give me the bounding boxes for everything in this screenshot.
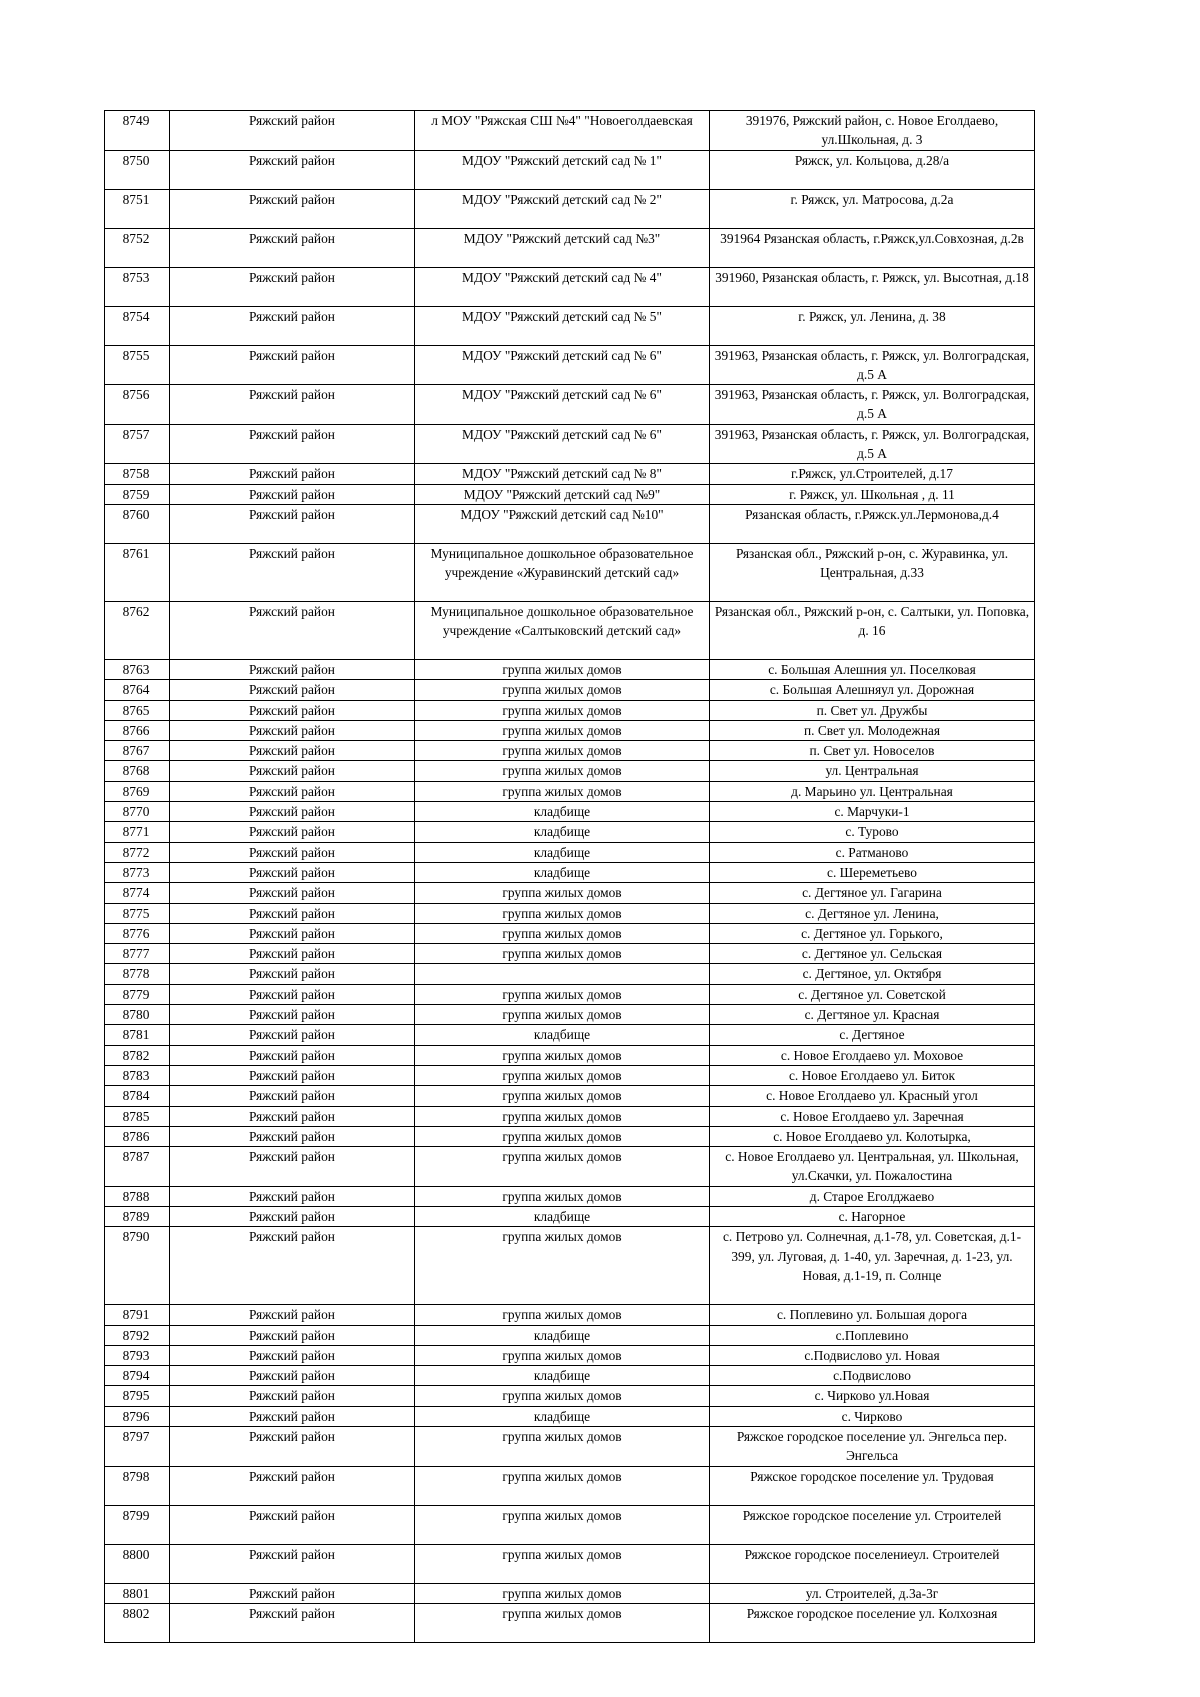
row-district: Ряжский район — [170, 1206, 415, 1226]
table-row — [105, 464, 1035, 484]
row-address: ул. Строителей, д.3а-3г — [710, 1583, 1035, 1603]
row-number: 8763 — [105, 659, 170, 679]
row-object: группа жилых домов — [415, 1345, 710, 1365]
row-number: 8774 — [105, 883, 170, 903]
row-address: 391963, Рязанская область, г. Ряжск, ул. Волгоградская, д.5 А — [710, 424, 1035, 464]
row-number: 8795 — [105, 1386, 170, 1406]
row-number: 8776 — [105, 923, 170, 943]
row-address: п. Свет ул. Молодежная — [710, 720, 1035, 740]
row-object: группа жилых домов — [415, 984, 710, 1004]
row-district: Ряжский район — [170, 964, 415, 984]
row-number: 8793 — [105, 1345, 170, 1365]
row-object: группа жилых домов — [415, 1386, 710, 1406]
row-number: 8775 — [105, 903, 170, 923]
row-object: группа жилых домов — [415, 741, 710, 761]
row-district: Ряжский район — [170, 189, 415, 228]
row-number: 8754 — [105, 306, 170, 345]
row-object: группа жилых домов — [415, 1505, 710, 1544]
table-row — [105, 1583, 1035, 1603]
row-number: 8782 — [105, 1045, 170, 1065]
row-district: Ряжский район — [170, 741, 415, 761]
row-district: Ряжский район — [170, 1126, 415, 1146]
row-district: Ряжский район — [170, 1147, 415, 1187]
row-number: 8752 — [105, 228, 170, 267]
row-address: с. Марчуки-1 — [710, 802, 1035, 822]
row-number: 8772 — [105, 842, 170, 862]
row-number: 8749 — [105, 111, 170, 151]
row-object: группа жилых домов — [415, 1305, 710, 1325]
row-address: с. Дегтяное ул. Горького, — [710, 923, 1035, 943]
row-object: МДОУ "Ряжский детский сад № 6" — [415, 345, 710, 385]
row-object: кладбище — [415, 802, 710, 822]
row-district: Ряжский район — [170, 720, 415, 740]
row-district: Ряжский район — [170, 1345, 415, 1365]
row-number: 8784 — [105, 1086, 170, 1106]
row-number: 8785 — [105, 1106, 170, 1126]
row-address: с. Дегтяное ул. Красная — [710, 1005, 1035, 1025]
row-district: Ряжский район — [170, 1106, 415, 1126]
row-object: группа жилых домов — [415, 1227, 710, 1305]
row-number: 8799 — [105, 1505, 170, 1544]
row-object: МДОУ "Ряжский детский сад № 6" — [415, 424, 710, 464]
row-object: кладбище — [415, 1025, 710, 1045]
row-district: Ряжский район — [170, 267, 415, 306]
table-row — [105, 601, 1035, 659]
row-address: д. Марьино ул. Центральная — [710, 781, 1035, 801]
row-object: группа жилых домов — [415, 923, 710, 943]
row-address: г. Ряжск, ул. Школьная , д. 11 — [710, 484, 1035, 504]
row-district: Ряжский район — [170, 781, 415, 801]
row-object: группа жилых домов — [415, 700, 710, 720]
row-object: группа жилых домов — [415, 1583, 710, 1603]
table-row — [105, 1325, 1035, 1345]
row-number: 8762 — [105, 601, 170, 659]
row-address: г. Ряжск, ул. Матросова, д.2а — [710, 189, 1035, 228]
table-row — [105, 862, 1035, 882]
row-district: Ряжский район — [170, 345, 415, 385]
table-row — [105, 189, 1035, 228]
row-district: Ряжский район — [170, 903, 415, 923]
row-address: 391976, Ряжский район, с. Новое Еголдаево, ул.Школьная, д. 3 — [710, 111, 1035, 151]
row-object: группа жилых домов — [415, 1466, 710, 1505]
row-district: Ряжский район — [170, 923, 415, 943]
row-number: 8778 — [105, 964, 170, 984]
table-row — [105, 1366, 1035, 1386]
row-number: 8801 — [105, 1583, 170, 1603]
row-district: Ряжский район — [170, 802, 415, 822]
row-district: Ряжский район — [170, 1603, 415, 1642]
row-address: с. Нагорное — [710, 1206, 1035, 1226]
row-address: г.Ряжск, ул.Строителей, д.17 — [710, 464, 1035, 484]
row-number: 8792 — [105, 1325, 170, 1345]
row-object: группа жилых домов — [415, 1147, 710, 1187]
row-object: Муниципальное дошкольное образовательное учреждение «Журавинский детский сад» — [415, 543, 710, 601]
table-row — [105, 1065, 1035, 1085]
row-object: кладбище — [415, 822, 710, 842]
row-number: 8766 — [105, 720, 170, 740]
table-row — [105, 345, 1035, 385]
row-object: кладбище — [415, 1406, 710, 1426]
row-number: 8779 — [105, 984, 170, 1004]
table-row — [105, 504, 1035, 543]
row-address: с. Петрово ул. Солнечная, д.1-78, ул. Советская, д.1-399, ул. Луговая, д. 1-40, ул. Заречная, д. 1-23, ул. Новая, д.1-19, п. Солнце — [710, 1227, 1035, 1305]
row-district: Ряжский район — [170, 1505, 415, 1544]
table-row — [105, 1305, 1035, 1325]
row-number: 8756 — [105, 385, 170, 425]
row-number: 8755 — [105, 345, 170, 385]
row-district: Ряжский район — [170, 1005, 415, 1025]
row-object: группа жилых домов — [415, 680, 710, 700]
row-number: 8796 — [105, 1406, 170, 1426]
row-address: Рязанская обл., Ряжский р-он, с. Салтыки, ул. Поповка, д. 16 — [710, 601, 1035, 659]
row-number: 8767 — [105, 741, 170, 761]
row-object: МДОУ "Ряжский детский сад № 2" — [415, 189, 710, 228]
row-number: 8764 — [105, 680, 170, 700]
row-object: л МОУ "Ряжская СШ №4" "Новоеголдаевская — [415, 111, 710, 151]
row-address: 391963, Рязанская область, г. Ряжск, ул. Волгоградская, д.5 А — [710, 385, 1035, 425]
row-object: МДОУ "Ряжский детский сад № 6" — [415, 385, 710, 425]
row-object: группа жилых домов — [415, 1045, 710, 1065]
row-object: группа жилых домов — [415, 1065, 710, 1085]
row-district: Ряжский район — [170, 862, 415, 882]
table-row — [105, 1206, 1035, 1226]
row-number: 8790 — [105, 1227, 170, 1305]
table-row — [105, 484, 1035, 504]
row-number: 8773 — [105, 862, 170, 882]
row-district: Ряжский район — [170, 424, 415, 464]
row-address: с. Дегтяное — [710, 1025, 1035, 1045]
row-number: 8770 — [105, 802, 170, 822]
row-number: 8802 — [105, 1603, 170, 1642]
row-address: Рязанская область, г.Ряжск.ул.Лермонова,д.4 — [710, 504, 1035, 543]
table-row — [105, 306, 1035, 345]
row-district: Ряжский район — [170, 1406, 415, 1426]
row-number: 8765 — [105, 700, 170, 720]
table-row — [105, 944, 1035, 964]
row-address: с. Турово — [710, 822, 1035, 842]
table-row — [105, 385, 1035, 425]
row-address: г. Ряжск, ул. Ленина, д. 38 — [710, 306, 1035, 345]
table-row — [105, 1106, 1035, 1126]
row-object: кладбище — [415, 1206, 710, 1226]
row-object: кладбище — [415, 1325, 710, 1345]
row-address: с.Подвислово — [710, 1366, 1035, 1386]
row-object: группа жилых домов — [415, 761, 710, 781]
row-number: 8794 — [105, 1366, 170, 1386]
row-object: МДОУ "Ряжский детский сад № 5" — [415, 306, 710, 345]
row-district: Ряжский район — [170, 464, 415, 484]
row-object: группа жилых домов — [415, 883, 710, 903]
table-row — [105, 1186, 1035, 1206]
table-row — [105, 1025, 1035, 1045]
row-object: группа жилых домов — [415, 781, 710, 801]
row-address: д. Старое Еголджаево — [710, 1186, 1035, 1206]
row-address: с. Новое Еголдаево ул. Биток — [710, 1065, 1035, 1085]
row-district: Ряжский район — [170, 1466, 415, 1505]
row-address: с. Дегтяное ул. Сельская — [710, 944, 1035, 964]
row-address: с. Новое Еголдаево ул. Центральная, ул. Школьная, ул.Скачки, ул. Пожалостина — [710, 1147, 1035, 1187]
row-object: МДОУ "Ряжский детский сад № 4" — [415, 267, 710, 306]
table-row — [105, 1406, 1035, 1426]
row-number: 8797 — [105, 1427, 170, 1467]
registry-table — [104, 110, 1035, 1643]
table-row — [105, 903, 1035, 923]
row-district: Ряжский район — [170, 1366, 415, 1386]
document-sheet — [104, 110, 1034, 1643]
row-address: Ряжское городское поселение ул. Энгельса пер. Энгельса — [710, 1427, 1035, 1467]
row-district: Ряжский район — [170, 1025, 415, 1045]
table-row — [105, 1505, 1035, 1544]
table-row — [105, 659, 1035, 679]
row-address: Рязанская обл., Ряжский р-он, с. Журавинка, ул. Центральная, д.33 — [710, 543, 1035, 601]
table-row — [105, 842, 1035, 862]
row-object: группа жилых домов — [415, 720, 710, 740]
row-address: с. Новое Еголдаево ул. Колотырка, — [710, 1126, 1035, 1146]
row-address: с. Новое Еголдаево ул. Заречная — [710, 1106, 1035, 1126]
row-district: Ряжский район — [170, 1305, 415, 1325]
row-object: группа жилых домов — [415, 1186, 710, 1206]
registry-table-body — [105, 111, 1035, 1643]
row-address: с. Поплевино ул. Большая дорога — [710, 1305, 1035, 1325]
row-address: с. Чирково — [710, 1406, 1035, 1426]
row-address: с. Дегтяное ул. Гагарина — [710, 883, 1035, 903]
row-address: ул. Центральная — [710, 761, 1035, 781]
table-row — [105, 543, 1035, 601]
row-number: 8759 — [105, 484, 170, 504]
row-district: Ряжский район — [170, 659, 415, 679]
row-district: Ряжский район — [170, 700, 415, 720]
row-district: Ряжский район — [170, 601, 415, 659]
row-address: с. Большая Алешния ул. Поселковая — [710, 659, 1035, 679]
row-number: 8798 — [105, 1466, 170, 1505]
row-district: Ряжский район — [170, 822, 415, 842]
row-object: кладбище — [415, 842, 710, 862]
table-row — [105, 1345, 1035, 1365]
row-district: Ряжский район — [170, 984, 415, 1004]
table-row — [105, 984, 1035, 1004]
row-object: группа жилых домов — [415, 1427, 710, 1467]
row-object: группа жилых домов — [415, 659, 710, 679]
row-address: Ряжское городское поселение ул. Строителей — [710, 1505, 1035, 1544]
table-row — [105, 1544, 1035, 1583]
row-district: Ряжский район — [170, 150, 415, 189]
row-number: 8751 — [105, 189, 170, 228]
row-object: группа жилых домов — [415, 1126, 710, 1146]
row-district: Ряжский район — [170, 1045, 415, 1065]
row-object — [415, 964, 710, 984]
row-address: с. Большая Алешняул ул. Дорожная — [710, 680, 1035, 700]
row-address: с. Дегтяное ул. Ленина, — [710, 903, 1035, 923]
row-object: группа жилых домов — [415, 1106, 710, 1126]
row-district: Ряжский район — [170, 111, 415, 151]
row-number: 8769 — [105, 781, 170, 801]
row-number: 8788 — [105, 1186, 170, 1206]
row-district: Ряжский район — [170, 1186, 415, 1206]
row-address: с. Новое Еголдаево ул. Моховое — [710, 1045, 1035, 1065]
row-district: Ряжский район — [170, 306, 415, 345]
row-number: 8781 — [105, 1025, 170, 1045]
row-address: п. Свет ул. Новоселов — [710, 741, 1035, 761]
table-row — [105, 267, 1035, 306]
row-address: с. Чирково ул.Новая — [710, 1386, 1035, 1406]
row-object: кладбище — [415, 1366, 710, 1386]
table-row — [105, 1126, 1035, 1146]
row-address: Ряжск, ул. Кольцова, д.28/а — [710, 150, 1035, 189]
row-number: 8791 — [105, 1305, 170, 1325]
row-address: с.Поплевино — [710, 1325, 1035, 1345]
row-object: МДОУ "Ряжский детский сад №10" — [415, 504, 710, 543]
row-number: 8789 — [105, 1206, 170, 1226]
table-row — [105, 822, 1035, 842]
row-number: 8757 — [105, 424, 170, 464]
row-number: 8761 — [105, 543, 170, 601]
row-address: 391964 Рязанская область, г.Ряжск,ул.Совхозная, д.2в — [710, 228, 1035, 267]
table-row — [105, 1086, 1035, 1106]
row-object: МДОУ "Ряжский детский сад № 8" — [415, 464, 710, 484]
table-row — [105, 1603, 1035, 1642]
row-district: Ряжский район — [170, 761, 415, 781]
table-row — [105, 781, 1035, 801]
row-district: Ряжский район — [170, 842, 415, 862]
table-row — [105, 424, 1035, 464]
row-address: с.Подвислово ул. Новая — [710, 1345, 1035, 1365]
table-row — [105, 111, 1035, 151]
row-object: группа жилых домов — [415, 1005, 710, 1025]
row-number: 8783 — [105, 1065, 170, 1085]
table-row — [105, 1147, 1035, 1187]
row-number: 8777 — [105, 944, 170, 964]
row-number: 8753 — [105, 267, 170, 306]
table-row — [105, 1427, 1035, 1467]
row-number: 8786 — [105, 1126, 170, 1146]
row-district: Ряжский район — [170, 680, 415, 700]
row-address: Ряжское городское поселение ул. Трудовая — [710, 1466, 1035, 1505]
table-row — [105, 964, 1035, 984]
row-district: Ряжский район — [170, 504, 415, 543]
table-row — [105, 1005, 1035, 1025]
table-row — [105, 741, 1035, 761]
row-district: Ряжский район — [170, 1544, 415, 1583]
row-number: 8750 — [105, 150, 170, 189]
row-district: Ряжский район — [170, 944, 415, 964]
row-district: Ряжский район — [170, 1325, 415, 1345]
row-object: МДОУ "Ряжский детский сад № 1" — [415, 150, 710, 189]
row-number: 8780 — [105, 1005, 170, 1025]
row-address: Ряжское городское поселениеул. Строителей — [710, 1544, 1035, 1583]
row-address: Ряжское городское поселение ул. Колхозная — [710, 1603, 1035, 1642]
row-address: с. Шереметьево — [710, 862, 1035, 882]
row-number: 8787 — [105, 1147, 170, 1187]
row-district: Ряжский район — [170, 1065, 415, 1085]
table-row — [105, 802, 1035, 822]
row-district: Ряжский район — [170, 1583, 415, 1603]
table-row — [105, 1227, 1035, 1305]
row-district: Ряжский район — [170, 1386, 415, 1406]
row-district: Ряжский район — [170, 484, 415, 504]
row-address: 391960, Рязанская область, г. Ряжск, ул. Высотная, д.18 — [710, 267, 1035, 306]
row-object: Муниципальное дошкольное образовательное учреждение «Салтыковский детский сад» — [415, 601, 710, 659]
table-row — [105, 150, 1035, 189]
row-address: с. Дегтяное, ул. Октября — [710, 964, 1035, 984]
row-number: 8758 — [105, 464, 170, 484]
table-row — [105, 761, 1035, 781]
row-district: Ряжский район — [170, 883, 415, 903]
row-object: группа жилых домов — [415, 1603, 710, 1642]
row-address: с. Ратманово — [710, 842, 1035, 862]
row-address: с. Дегтяное ул. Советской — [710, 984, 1035, 1004]
row-address: п. Свет ул. Дружбы — [710, 700, 1035, 720]
table-row — [105, 1386, 1035, 1406]
row-district: Ряжский район — [170, 1086, 415, 1106]
row-object: МДОУ "Ряжский детский сад №9" — [415, 484, 710, 504]
table-row — [105, 700, 1035, 720]
table-row — [105, 680, 1035, 700]
row-address: 391963, Рязанская область, г. Ряжск, ул. Волгоградская, д.5 А — [710, 345, 1035, 385]
row-number: 8760 — [105, 504, 170, 543]
row-object: МДОУ "Ряжский детский сад №3" — [415, 228, 710, 267]
table-row — [105, 1466, 1035, 1505]
table-row — [105, 923, 1035, 943]
row-district: Ряжский район — [170, 543, 415, 601]
row-number: 8768 — [105, 761, 170, 781]
row-number: 8771 — [105, 822, 170, 842]
table-row — [105, 228, 1035, 267]
row-district: Ряжский район — [170, 1427, 415, 1467]
row-address: с. Новое Еголдаево ул. Красный угол — [710, 1086, 1035, 1106]
row-object: группа жилых домов — [415, 903, 710, 923]
row-object: кладбище — [415, 862, 710, 882]
row-object: группа жилых домов — [415, 1544, 710, 1583]
table-row — [105, 1045, 1035, 1065]
table-row — [105, 720, 1035, 740]
row-district: Ряжский район — [170, 1227, 415, 1305]
row-object: группа жилых домов — [415, 944, 710, 964]
row-district: Ряжский район — [170, 228, 415, 267]
row-object: группа жилых домов — [415, 1086, 710, 1106]
row-number: 8800 — [105, 1544, 170, 1583]
row-district: Ряжский район — [170, 385, 415, 425]
table-row — [105, 883, 1035, 903]
